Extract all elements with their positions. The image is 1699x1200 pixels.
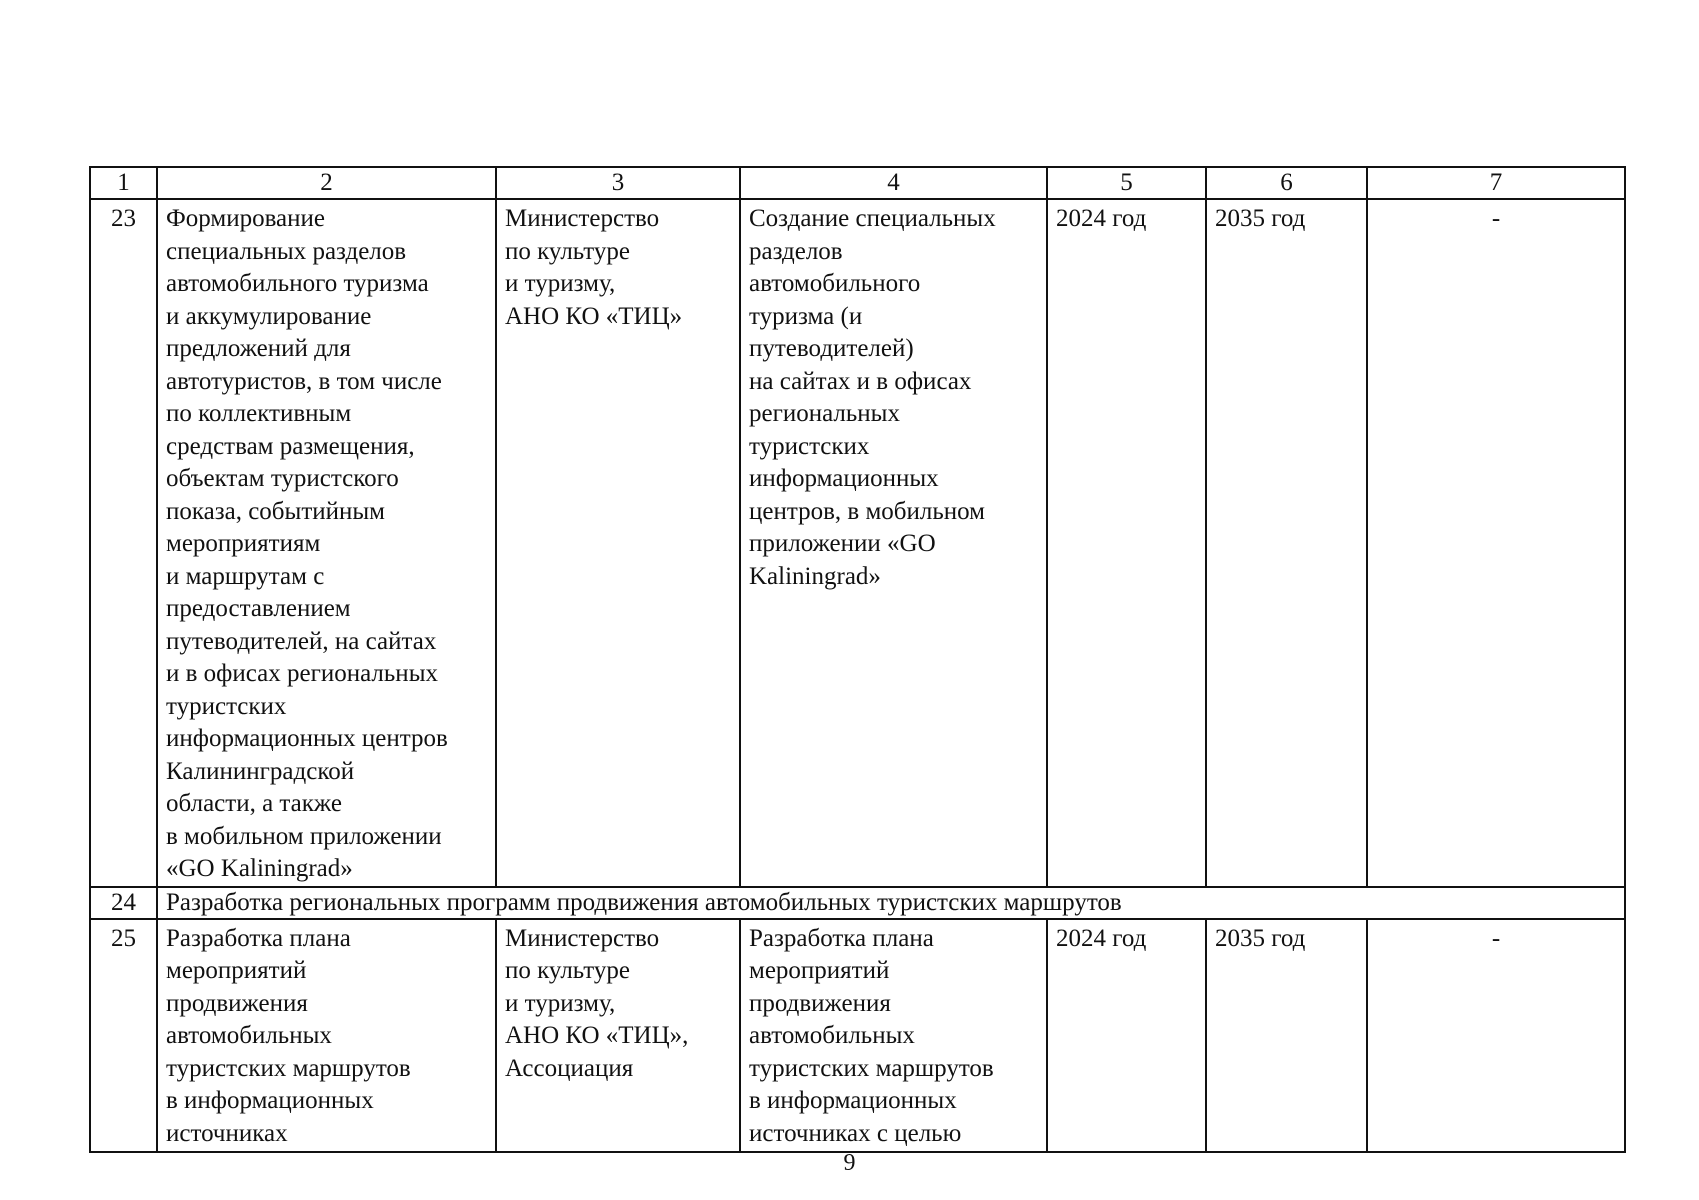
executor-cell: Министерство по культуре и туризму, АНО КО «ТИЦ» [496, 199, 740, 887]
row-number: 24 [90, 887, 157, 919]
section-row [90, 887, 1625, 919]
activity-cell: Разработка плана мероприятий продвижения автомобильных туристских маршрутов в информационных источниках [157, 919, 496, 1152]
row-number: 23 [90, 199, 157, 887]
note-cell: - [1367, 199, 1625, 887]
note-cell: - [1367, 919, 1625, 1152]
start-date-cell: 2024 год [1047, 199, 1206, 887]
header-cell: 2 [157, 167, 496, 199]
end-date-cell: 2035 год [1206, 199, 1367, 887]
table-header-row [90, 167, 1625, 199]
header-cell: 6 [1206, 167, 1367, 199]
header-cell: 1 [90, 167, 157, 199]
page-number: 9 [843, 1150, 856, 1176]
end-date-cell: 2035 год [1206, 919, 1367, 1152]
executor-cell: Министерство по культуре и туризму, АНО КО «ТИЦ», Ассоциация [496, 919, 740, 1152]
start-date-cell: 2024 год [1047, 919, 1206, 1152]
activity-cell: Формирование специальных разделов автомобильного туризма и аккумулирование предложений для автотуристов, в том числе по коллективным средствам размещения, объектам туристского показа, событийным мероприятиям и маршрутам с предоставлением путеводителей, на сайтах и в офисах региональных туристских информационных центров Калининградской области, а также в мобильном приложении «GO Kaliningrad» [157, 199, 496, 887]
row-number: 25 [90, 919, 157, 1152]
table-row [90, 199, 1625, 887]
measures-table [89, 166, 1626, 1153]
header-cell: 4 [740, 167, 1047, 199]
header-cell: 3 [496, 167, 740, 199]
header-cell: 7 [1367, 167, 1625, 199]
table-row [90, 919, 1625, 1152]
section-title-cell: Разработка региональных программ продвижения автомобильных туристских маршрутов [157, 887, 1625, 919]
result-cell: Создание специальных разделов автомобильного туризма (и путеводителей) на сайтах и в офисах региональных туристских информационных центров, в мобильном приложении «GO Kaliningrad» [740, 199, 1047, 887]
header-cell: 5 [1047, 167, 1206, 199]
result-cell: Разработка плана мероприятий продвижения автомобильных туристских маршрутов в информационных источниках с целью [740, 919, 1047, 1152]
